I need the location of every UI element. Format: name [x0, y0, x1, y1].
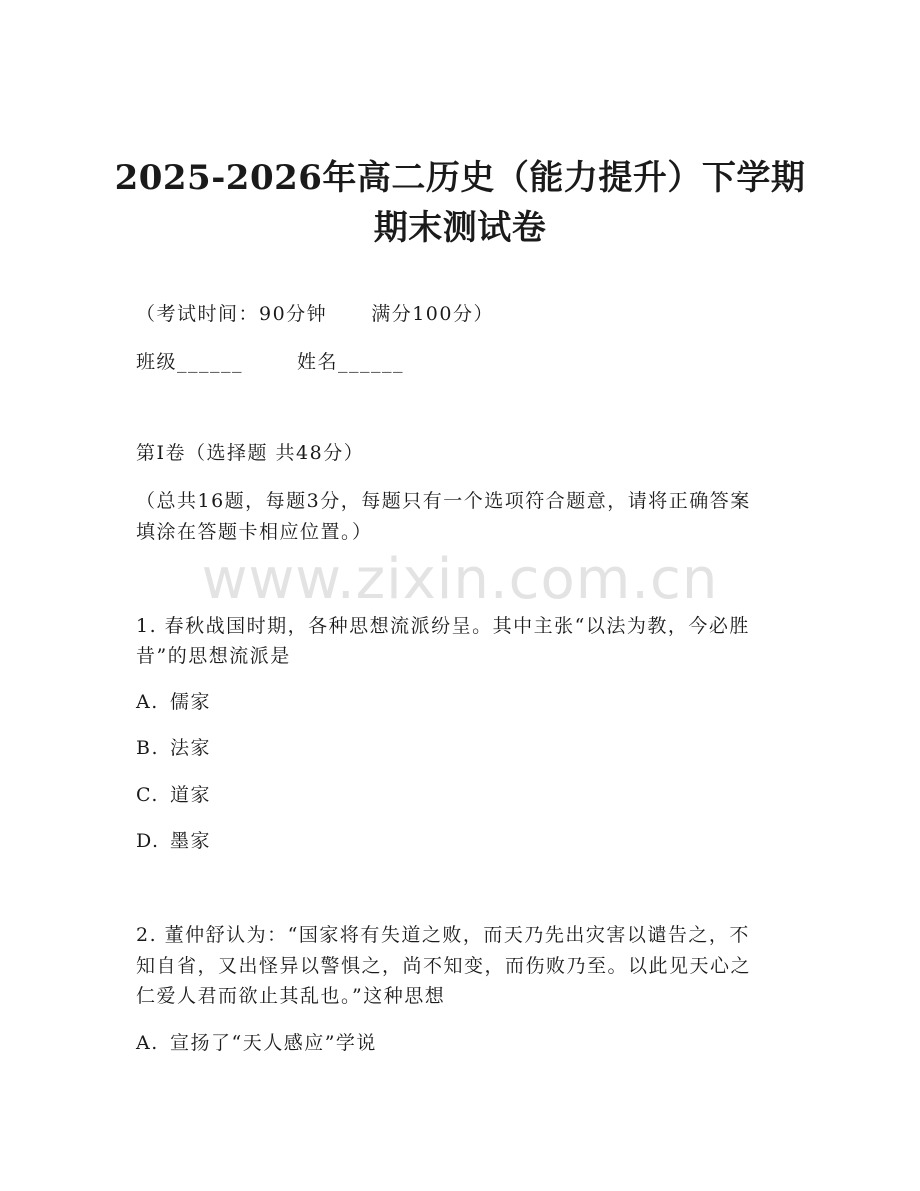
question-2-option-a [136, 1031, 786, 1055]
question-1-option-a [136, 690, 786, 714]
exam-full-score: 满分100分） [371, 303, 494, 325]
class-field: 班级______ [136, 351, 244, 373]
option-letter: A. [136, 1032, 159, 1054]
name-field: 姓名______ [297, 351, 405, 373]
section-heading: 第I卷（选择题 共48分） [136, 442, 365, 464]
exam-time: （考试时间：90分钟 [136, 303, 328, 325]
watermark: www.zixin.com.cn [201, 547, 719, 612]
option-letter: B. [136, 737, 160, 759]
exam-title-line1: 2025-2026年高二历史（能力提升）下学期 [114, 158, 806, 198]
question-2-stem-line3: 仁爱人君而欲止其乱也。”这种思想 [136, 985, 446, 1007]
question-2-stem-line2: 知自省，又出怪异以警惧之，尚不知变，而伤败乃至。以此见天心之 [136, 955, 752, 977]
option-text: 墨家 [170, 830, 212, 852]
option-text: 儒家 [170, 691, 212, 713]
option-letter: D. [136, 830, 160, 852]
option-text: 道家 [170, 784, 212, 806]
option-text: 法家 [170, 737, 212, 759]
question-1-stem-line1: 1. 春秋战国时期，各种思想流派纷呈。其中主张“以法为教，今必胜 [136, 615, 750, 637]
question-1-option-b [136, 736, 786, 760]
section-instruction-line2: 填涂在答题卡相应位置。） [136, 521, 373, 543]
section-instruction-line1: （总共16题，每题3分，每题只有一个选项符合题意，请将正确答案 [136, 490, 751, 512]
question-1-stem-line2: 昔”的思想流派是 [136, 645, 291, 667]
student-info [136, 350, 786, 374]
option-text: 宣扬了“天人感应”学说 [170, 1032, 377, 1054]
question-2-stem-line1: 2. 董仲舒认为：“国家将有失道之败，而天乃先出灾害以谴告之，不 [136, 924, 750, 946]
question-1-option-c [136, 783, 786, 807]
exam-info [136, 302, 786, 326]
question-1-option-d [136, 829, 786, 853]
option-letter: C. [136, 784, 159, 806]
option-letter: A. [136, 691, 159, 713]
exam-title-line2: 期末测试卷 [373, 208, 547, 248]
